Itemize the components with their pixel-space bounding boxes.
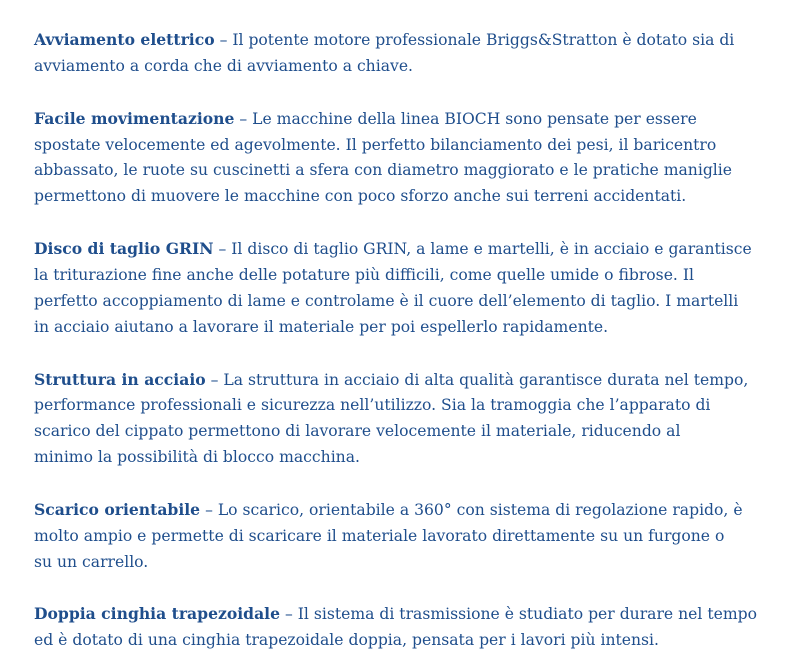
feature-description: – Il sistema di trasmissione è studiato per durare nel tempo ed è dotato di una cinghia trapezoidale doppia, pensata per i lavori più intensi. xyxy=(34,605,757,650)
feature-title: Doppia cinghia trapezoidale xyxy=(34,604,281,624)
feature-struttura-in-acciaio xyxy=(34,367,774,471)
feature-title: Struttura in acciaio xyxy=(34,369,206,389)
feature-scarico-orientabile xyxy=(34,497,774,575)
feature-title: Disco di taglio GRIN xyxy=(34,239,214,259)
feature-description: – Il potente motore professionale Briggs&Stratton è dotato sia di avviamento a corda che di avviamento a chiave. xyxy=(34,31,735,75)
feature-list xyxy=(34,27,774,654)
feature-title: Scarico orientabile xyxy=(34,499,201,519)
feature-disco-di-taglio xyxy=(34,236,774,340)
feature-title: Facile movimentazione xyxy=(34,108,235,128)
feature-avviamento-elettrico xyxy=(34,27,774,80)
feature-title: Avviamento elettrico xyxy=(34,30,215,49)
feature-description: – Il disco di taglio GRIN, a lame e martelli, è in acciaio e garantisce la triturazione fine anche delle potature più difficili, come quelle umide o fibrose. Il perfetto accoppiamento di lame e controlame è il cuore dell’elemento di taglio. I martelli in acciaio aiutano a lavorare il materiale per poi espellerlo rapidamente. xyxy=(34,240,752,336)
feature-description: – La struttura in acciaio di alta qualità garantisce durata nel tempo, performance professionali e sicurezza nell’utilizzo. Sia la tramoggia che l’apparato di scarico del cippato permettono di lavorare velocemente il materiale, riducendo al minimo la possibilità di blocco macchina. xyxy=(34,370,749,466)
feature-description: – Lo scarico, orientabile a 360° con sistema di regolazione rapido, è molto ampio e permette di scaricare il materiale lavorato direttamente su un furgone o su un carrello. xyxy=(34,500,743,571)
feature-doppia-cinghia xyxy=(34,601,774,654)
feature-description: – Le macchine della linea BIOCH sono pensate per essere spostate velocemente ed agevolmente. Il perfetto bilanciamento dei pesi, il baricentro abbassato, le ruote su cuscinetti a sfera con diametro maggiorato e le pratiche maniglie permettono di muovere le macchine con poco sforzo anche sui terreni accidentati. xyxy=(34,109,733,206)
feature-facile-movimentazione xyxy=(34,106,774,210)
